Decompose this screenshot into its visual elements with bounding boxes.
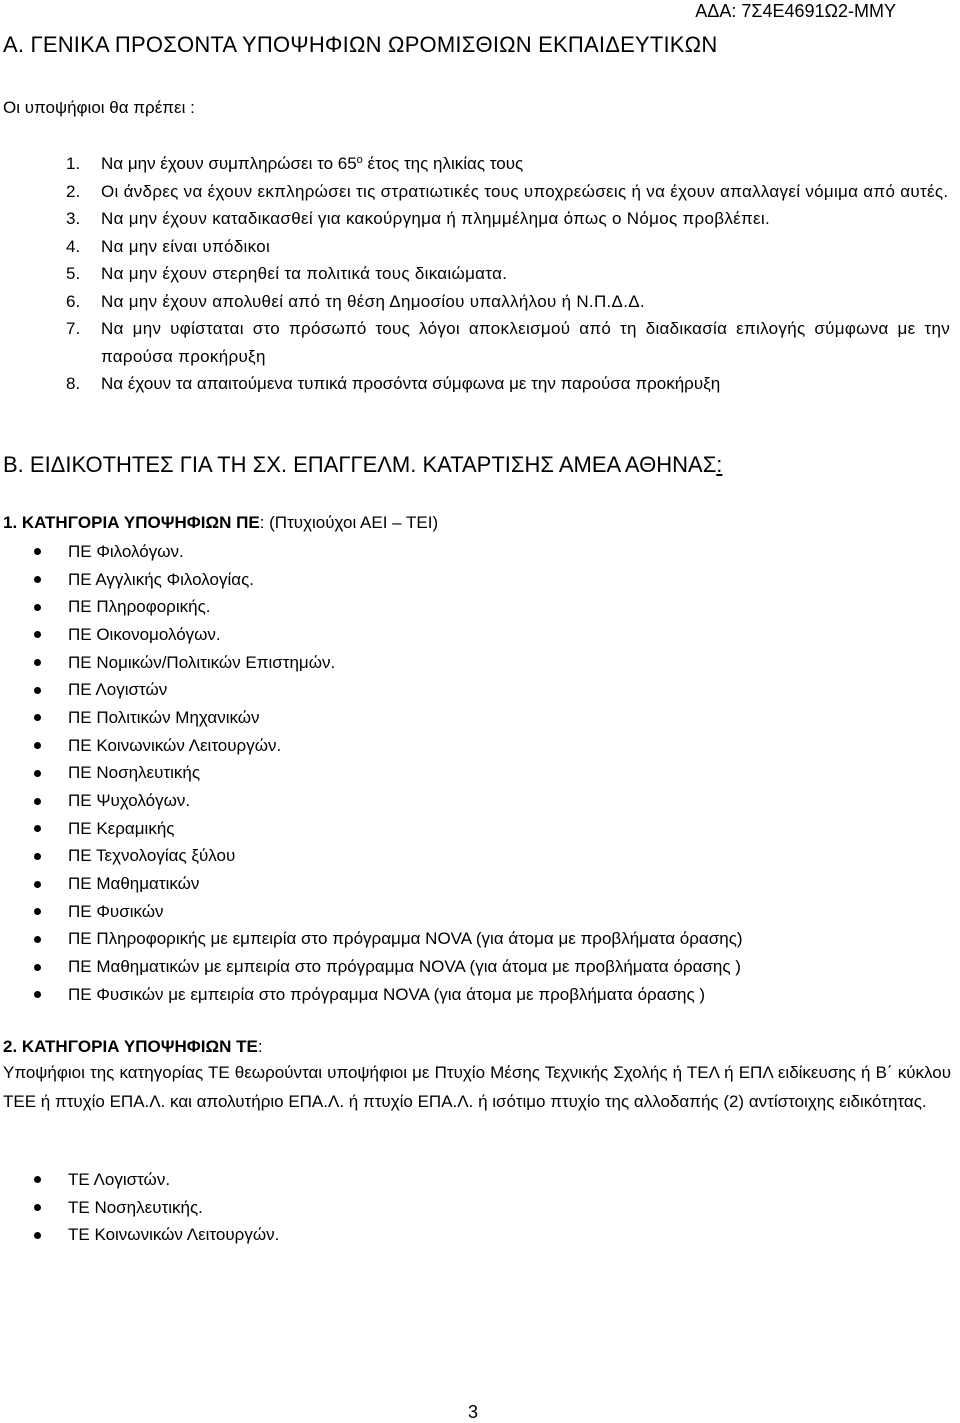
list-item: ΠΕ Κεραμικής — [34, 815, 743, 843]
page-number: 3 — [468, 1402, 479, 1422]
list-item: ΠΕ Λογιστών — [34, 676, 743, 704]
list-item: ΠΕ Μαθηματικών με εμπειρία στο πρόγραμμα NOVA (για άτομα με προβλήματα όρασης ) — [34, 953, 743, 981]
category-2-label: 2. ΚΑΤΗΓΟΡΙΑ ΥΠΟΨΗΦΙΩΝ ΤΕ — [3, 1037, 258, 1056]
list-item: ΠΕ Αγγλικής Φιλολογίας. — [34, 566, 743, 594]
item-text: Να μην έχουν καταδικασθεί για κακούργημα ή πλημμέλημα όπως ο Νόμος προβλέπει. — [101, 209, 771, 228]
list-item: ΠΕ Πληροφορικής. — [34, 593, 743, 621]
list-item: ΠΕ Τεχνολογίας ξύλου — [34, 843, 743, 871]
section-a-intro: Οι υποψήφιοι θα πρέπει : — [3, 98, 195, 117]
section-b-title: Β. ΕΙΔΙΚΟΤΗΤΕΣ ΓΙΑ ΤΗ ΣΧ. ΕΠΑΓΓΕΛΜ. ΚΑΤΑΡΤΙΣΗΣ ΑΜΕΑ ΑΘΗΝΑΣ: — [3, 452, 723, 477]
superscript: ο — [356, 154, 363, 166]
item-text: Να μην έχουν στερηθεί τα πολιτικά τους δικαιώματα. — [101, 264, 508, 283]
category-2-list — [34, 1166, 279, 1249]
bullet-icon — [34, 604, 41, 611]
category-2-description: Υποψήφιοι της κατηγορίας ΤΕ θεωρούνται υποψήφιοι με Πτυχίο Μέσης Τεχνικής Σχολής ή ΤΕΛ ή ΕΠΛ ειδίκευσης ή Β΄ κύκλου ΤΕΕ ή πτυχίο ΕΠΑ.Λ. και απολυτήριο ΕΠΑ.Λ. ή πτυχίο ΕΠΑ.Λ. ή ισότιμο πτυχίο της αλλοδαπής (2) αντίστοιχης ειδικότητας. — [3, 1063, 951, 1111]
item-number: 3. — [66, 209, 81, 228]
bullet-icon — [34, 1204, 41, 1211]
item-number: 8. — [66, 374, 81, 393]
bullet-icon — [34, 991, 41, 998]
bullet-icon — [34, 631, 41, 638]
bullet-icon — [34, 936, 41, 943]
requirement-item — [66, 370, 950, 398]
list-item: ΤΕ Κοινωνικών Λειτουργών. — [34, 1221, 279, 1249]
bullet-icon — [34, 659, 41, 666]
bullet-icon — [34, 908, 41, 915]
bullet-icon — [34, 1176, 41, 1183]
bullet-icon — [34, 1232, 41, 1239]
requirement-item — [66, 260, 950, 288]
item-text: Να μην έχουν απολυθεί από τη θέση Δημοσίου υπαλλήλου ή Ν.Π.Δ.Δ. — [101, 291, 645, 311]
category-2-heading — [3, 1037, 263, 1057]
category-1-suffix: : (Πτυχιούχοι ΑΕΙ – ΤΕΙ) — [259, 513, 439, 532]
bullet-icon — [34, 770, 41, 777]
bullet-icon — [34, 964, 41, 971]
list-item: ΤΕ Λογιστών. — [34, 1166, 279, 1194]
requirements-list — [66, 150, 950, 398]
item-text: Να έχουν τα απαιτούμενα τυπικά προσόντα σύμφωνα με την παρούσα προκήρυξη — [101, 374, 721, 393]
item-number: 2. — [66, 181, 81, 201]
item-text: Οι άνδρες να έχουν εκπληρώσει τις στρατιωτικές τους υποχρεώσεις ή να έχουν απαλλαγεί νόμιμα από αυτές. — [101, 181, 949, 201]
category-1-list — [34, 538, 743, 1009]
item-text: Να μην έχουν συμπληρώσει το 65 — [101, 154, 357, 173]
list-item: ΠΕ Νοσηλευτικής — [34, 760, 743, 788]
requirement-item — [66, 178, 950, 206]
requirement-item — [66, 288, 950, 316]
bullet-icon — [34, 881, 41, 888]
list-item: ΠΕ Οικονομολόγων. — [34, 621, 743, 649]
list-item: ΠΕ Μαθηματικών — [34, 870, 743, 898]
list-item: ΠΕ Πολιτικών Μηχανικών — [34, 704, 743, 732]
list-item: ΤΕ Νοσηλευτικής. — [34, 1194, 279, 1222]
requirement-item — [66, 205, 950, 233]
bullet-icon — [34, 714, 41, 721]
requirement-item — [66, 150, 950, 178]
category-2-suffix: : — [257, 1037, 263, 1056]
bullet-icon — [34, 687, 41, 694]
item-number: 4. — [66, 236, 81, 256]
item-number: 5. — [66, 264, 81, 283]
requirement-item — [66, 233, 950, 261]
list-item: ΠΕ Ψυχολόγων. — [34, 787, 743, 815]
bullet-icon — [34, 742, 41, 749]
bullet-icon — [34, 825, 41, 832]
ada-code: ΑΔΑ: 7Σ4Ε4691Ω2-ΜΜΥ — [695, 1, 896, 21]
item-text: Να μην υφίσταται στο πρόσωπό τους λόγοι αποκλεισμού από τη διαδικασία επιλογής σύμφωνα με την παρούσα προκήρυξη — [101, 319, 950, 366]
list-item: ΠΕ Φιλολόγων. — [34, 538, 743, 566]
category-1-heading — [3, 513, 438, 533]
section-a-title: Α. ΓΕΝΙΚΑ ΠΡΟΣΟΝΤΑ ΥΠΟΨΗΦΙΩΝ ΩΡΟΜΙΣΘΙΩΝ ΕΚΠΑΙΔΕΥΤΙΚΩΝ — [3, 32, 718, 57]
item-number: 6. — [66, 291, 81, 311]
bullet-icon — [34, 853, 41, 860]
title-colon: : — [716, 452, 723, 477]
bullet-icon — [34, 576, 41, 583]
bullet-icon — [34, 798, 41, 805]
list-item: ΠΕ Κοινωνικών Λειτουργών. — [34, 732, 743, 760]
item-text-cont: έτος της ηλικίας τους — [362, 154, 524, 173]
requirement-item — [66, 315, 950, 370]
category-1-label: 1. ΚΑΤΗΓΟΡΙΑ ΥΠΟΨΗΦΙΩΝ ΠΕ — [3, 513, 260, 532]
item-number: 1. — [66, 154, 81, 173]
list-item: ΠΕ Φυσικών — [34, 898, 743, 926]
list-item: ΠΕ Φυσικών με εμπειρία στο πρόγραμμα NOVA (για άτομα με προβλήματα όρασης ) — [34, 981, 743, 1009]
item-text: Να μην είναι υπόδικοι — [101, 236, 271, 256]
bullet-icon — [34, 548, 41, 555]
list-item: ΠΕ Πληροφορικής με εμπειρία στο πρόγραμμα NOVA (για άτομα με προβλήματα όρασης) — [34, 926, 743, 954]
list-item: ΠΕ Νομικών/Πολιτικών Επιστημών. — [34, 649, 743, 677]
item-number: 7. — [66, 319, 81, 338]
